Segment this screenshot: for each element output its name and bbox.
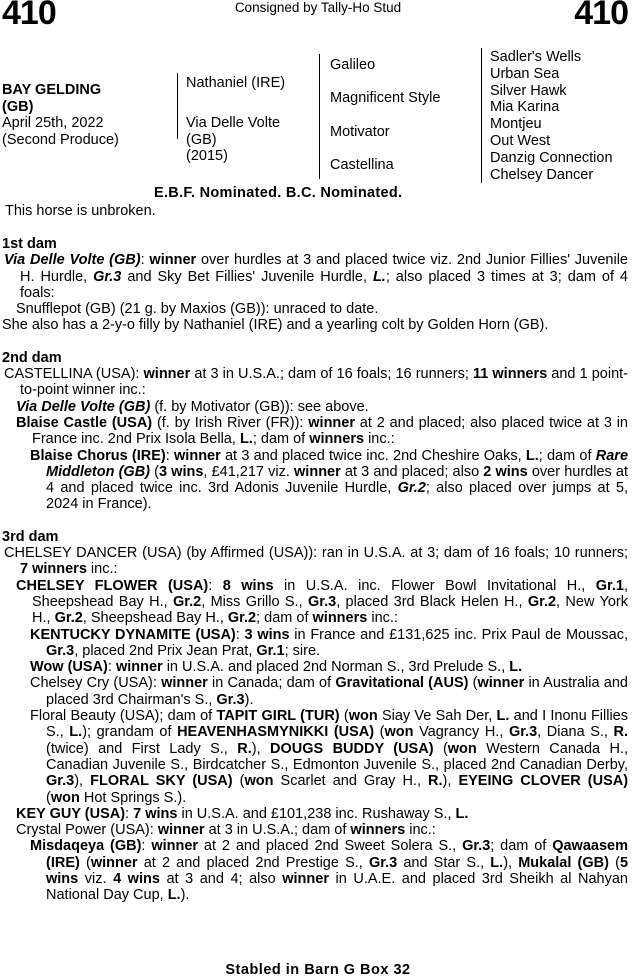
progeny-entry: Misdaqeya (GB): winner at 2 and placed 2nd Sweet Solera S., Gr.3; dam of Qawaasem (IRE) (winner at 2 and placed 2nd Prestige S., Gr.3 and Star S., L.), Mukalal (GB) (5 wins viz. 4 wins at 3 and 4; also winner in U.A.E. and placed 3rd Sheikh al Nahyan National Day Cup, L.).	[30, 838, 629, 904]
consignor: Consigned by Tally-Ho Stud	[234, 0, 402, 15]
progeny-entry: KENTUCKY DYNAMITE (USA): 3 wins in France and £131,625 inc. Prix Paul de Moussac, Gr.3, placed 2nd Prix Jean Prat, Gr.1; sire.	[30, 626, 628, 659]
first-dam-heading: 1st dam	[2, 236, 57, 252]
divider	[177, 73, 178, 139]
dam-name: Via Delle Volte	[186, 115, 281, 131]
second-dam-heading: 2nd dam	[2, 349, 62, 366]
ancestor: Sadler's Wells	[490, 49, 582, 65]
nominations: E.B.F. Nominated. B.C. Nominated.	[154, 185, 403, 201]
progeny-entry: Via Delle Volte (GB) (f. by Motivator (GB)): see above.	[16, 398, 369, 415]
sire-sire: Galileo	[330, 57, 376, 73]
ancestor: Montjeu	[490, 116, 542, 133]
horse-dob: April 25th, 2022	[2, 115, 104, 131]
horse-produce: (Second Produce)	[2, 131, 119, 148]
progeny-entry: Wow (USA): winner in U.S.A. and placed 2nd Norman S., 3rd Prelude S., L.	[30, 659, 523, 676]
ancestor: Silver Hawk	[490, 82, 567, 99]
first-dam-progeny: Snufflepot (GB) (21 g. by Maxios (GB)): unraced to date.	[16, 301, 379, 318]
progeny-entry: CHELSEY FLOWER (USA): 8 wins in U.S.A. inc. Flower Bowl Invitational H., Gr.1, Sheepshead Bay H., Gr.2, Miss Grillo S., Gr.3, placed 3rd Black Helen H., Gr.2, New York H., Gr.2, Sheepshead Bay H., Gr.2; dam of winners inc.:	[16, 577, 629, 627]
progeny-entry: KEY GUY (USA): 7 wins in U.S.A. and £101,238 inc. Rushaway S., L.	[16, 805, 469, 822]
stabling-info: Stabled in Barn G Box 32	[225, 962, 411, 978]
progeny-entry: Crystal Power (USA): winner at 3 in U.S.A.; dam of winners inc.:	[16, 822, 436, 839]
first-dam-note: She also has a 2-y-o filly by Nathaniel (IRE) and a yearling colt by Golden Horn (GB).	[2, 317, 549, 334]
ancestor: Danzig Connection	[490, 149, 613, 166]
ancestor: Mia Karina	[490, 99, 560, 116]
horse-country: (GB)	[2, 98, 34, 115]
ancestor: Out West	[490, 132, 551, 149]
dam-sire: Motivator	[330, 124, 390, 140]
progeny-entry: Blaise Castle (USA) (f. by Irish River (FR)): winner at 2 and placed; also placed twice at 3 in France inc. 2nd Prix Isola Bella, L.; dam of winners inc.:	[16, 414, 628, 448]
catalogue-page	[2, 236, 628, 904]
third-dam-entry: CHELSEY DANCER (USA) (by Affirmed (USA)): ran in U.S.A. at 3; dam of 16 foals; 10 runners; 7 winners inc.:	[4, 545, 628, 578]
lot-number-left: 410	[2, 0, 56, 32]
first-dam-entry: Via Delle Volte (GB): winner over hurdles at 3 and placed twice viz. 2nd Junior Fillies' Juvenile H. Hurdle, Gr.3 and Sky Bet Fillies' Juvenile Hurdle, L.; also placed 3 times at 3; dam of 4 foals:	[4, 252, 629, 301]
unbroken-note: This horse is unbroken.	[5, 203, 156, 219]
progeny-entry: Floral Beauty (USA); dam of TAPIT GIRL (TUR) (won Siay Ve Sah Der, L. and I Inonu Fillies S., L.); grandam of HEAVENHASMYNIKKI (USA) (won Vagrancy H., Gr.3, Diana S., R. (twice) and First Lady S., R.), DOUGS BUDDY (USA) (won Western Canada H., Canadian Juvenile S., Birdcatcher S., Edmonton Juvenile S., placed 2nd Canadian Derby, Gr.3), FLORAL SKY (USA) (won Scarlet and Gray H., R.), EYEING CLOVER (USA) (won Hot Springs S.).	[30, 708, 629, 806]
horse-details	[2, 82, 174, 148]
progeny-entry: Chelsey Cry (USA): winner in Canada; dam of Gravitational (AUS) (winner in Australia and placed 3rd Chairman's S., Gr.3).	[30, 675, 628, 708]
dam-country: (GB)	[186, 131, 217, 148]
ancestor: Chelsey Dancer	[490, 166, 594, 183]
dam-year: (2015)	[186, 148, 228, 164]
lot-number-right: 410	[574, 0, 628, 32]
divider	[319, 54, 320, 179]
dam	[186, 115, 280, 165]
progeny-entry: Blaise Chorus (IRE): winner at 3 and placed twice inc. 2nd Cheshire Oaks, L.; dam of Rare Middleton (GB) (3 wins, £41,217 viz. winner at 3 and placed; also 2 wins over hurdles at 4 and placed twice inc. 3rd Adonis Juvenile Hurdle, Gr.2; also placed over jumps at 5, 2024 in France).	[30, 447, 629, 513]
horse-name: BAY GELDING	[2, 82, 102, 98]
dam-dam: Castellina	[330, 157, 394, 173]
third-dam-heading: 3rd dam	[2, 528, 59, 545]
ancestor: Urban Sea	[490, 65, 560, 82]
sire-dam: Magnificent Style	[330, 90, 441, 106]
ancestor-list	[490, 49, 613, 183]
second-dam-entry: CASTELLINA (USA): winner at 3 in U.S.A.; dam of 16 foals; 16 runners; 11 winners and 1 point-to-point winner inc.:	[4, 366, 628, 399]
sire: Nathaniel (IRE)	[186, 75, 286, 91]
pedigree-table	[0, 46, 636, 186]
divider	[481, 48, 482, 183]
